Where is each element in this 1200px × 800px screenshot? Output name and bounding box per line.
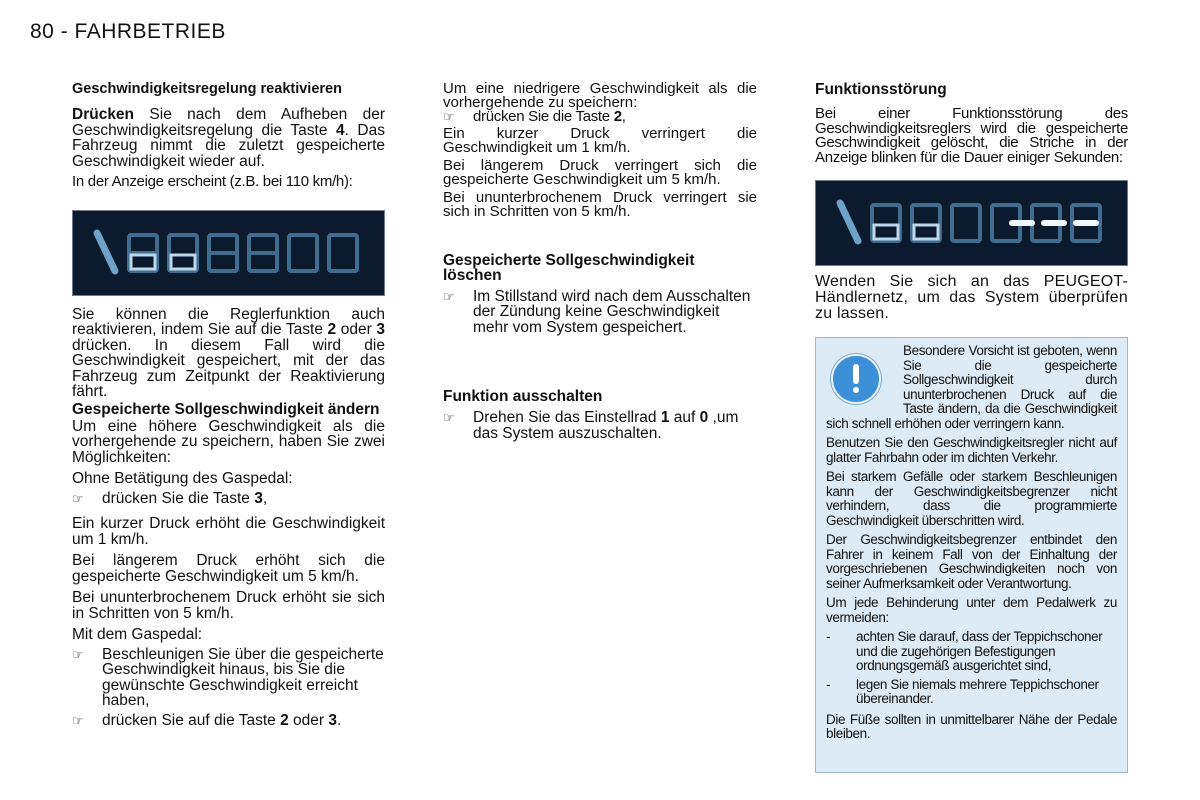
note-p5: Um jede Behinderung unter dem Pedalwerk zu vermeiden:	[826, 595, 1117, 625]
column-left	[72, 82, 385, 728]
hand-pointer-icon: ☞	[443, 288, 455, 304]
display-intro: In der Anzeige erscheint (z.B. bei 110 km/h):	[72, 173, 353, 190]
bullet-press-key-a: 2	[280, 711, 289, 729]
bullet-accelerate	[72, 647, 385, 709]
note-dash-item-2	[826, 678, 1117, 707]
change-intro: Um eine höhere Geschwindigkeit als die vorhergehende zu speichern, haben Sie zwei Möglichkeiten:	[72, 417, 385, 466]
hand-pointer-icon: ☞	[443, 410, 455, 425]
reactivate-key-b: 3	[376, 321, 385, 338]
dash-marker: -	[826, 676, 831, 692]
note-dash-item-1	[826, 630, 1117, 674]
bullet-press3-key: 3	[254, 489, 263, 507]
bullet-press3-text: drücken Sie die Taste	[102, 489, 255, 507]
bullet-off-key-b: 0	[699, 409, 709, 426]
bullet-press-end: .	[336, 711, 342, 729]
with-pedal-label: Mit dem Gaspedal:	[72, 626, 203, 643]
short-press-increase: Ein kurzer Druck erhöht die Geschwindigkeit um 1 km/h.	[72, 515, 385, 548]
note-p3: Bei starkem Gefälle oder starkem Beschleunigen kann der Geschwindigkeitsbegrenzer nicht verhindern, dass die programmierte Geschwindigkeit überschritten wird.	[826, 469, 1117, 528]
bullet-off-key-a: 1	[660, 409, 670, 426]
hand-pointer-icon: ☞	[443, 109, 455, 124]
bullet-off	[443, 410, 757, 441]
heading-change: Gespeicherte Sollgeschwindigkeit ändern	[72, 400, 380, 418]
heading-off: Funktion ausschalten	[443, 388, 603, 405]
page-title: 80 - FAHRBETRIEB	[30, 20, 226, 43]
reactivate-key-a: 2	[327, 321, 337, 338]
bullet-press2-text: drücken Sie die Taste	[473, 108, 614, 125]
press-text-a: Sie nach dem Aufheben der Geschwindigkeitsregelung die Taste	[72, 106, 385, 139]
hand-pointer-icon: ☞	[72, 646, 84, 662]
bullet-press-text: drücken Sie auf die Taste	[102, 711, 281, 729]
reactivate-text-b: oder	[336, 321, 377, 338]
heading-reactivate: Geschwindigkeitsregelung reaktivieren	[72, 81, 342, 97]
continuous-press-increase: Bei ununterbrochenem Druck erhöht sie sich in Schritten von 5 km/h.	[72, 589, 385, 622]
lcd-display-110	[72, 210, 385, 296]
lower-intro: Um eine niedrigere Geschwindigkeit als die vorhergehende zu speichern:	[443, 80, 757, 111]
bullet-press-2	[443, 110, 757, 125]
press-bold: Drücken	[72, 106, 135, 123]
column-right	[815, 82, 1128, 322]
note-p4: Der Geschwindigkeitsbegrenzer entbindet den Fahrer in keinem Fall von der Einhaltung der vorgeschriebenen Geschwindigkeiten noch von seiner Aufmerksamkeit oder Verantwortung.	[826, 532, 1117, 591]
long-press-decrease: Bei längerem Druck verringert sich die gespeicherte Geschwindigkeit um 5 km/h.	[443, 156, 757, 188]
bullet-off-text: Drehen Sie das Einstellrad	[473, 409, 661, 426]
bullet-press-2-or-3	[72, 713, 385, 729]
bullet-press3-end: ,	[262, 489, 268, 507]
note-p1: Besondere Vorsicht ist geboten, wenn Sie die gespeicherte Sollgeschwindigkeit durch ununterbrochenen Druck auf die Taste ändern, da die Geschwindigkeit sich schnell erhöhen oder verringern kann.	[826, 343, 1117, 431]
bullet-press-mid: oder	[288, 711, 329, 729]
exclamation-icon	[831, 354, 881, 404]
bullet-press2-end: ,	[621, 108, 626, 125]
hand-pointer-icon: ☞	[72, 712, 84, 728]
reactivate-paragraph	[72, 307, 385, 400]
note-dash1-text: achten Sie darauf, dass der Teppichschoner und die zugehörigen Befestigungen ordnungsgemäß ausgerichtet sind,	[856, 629, 1103, 673]
caution-note-box	[815, 337, 1128, 773]
bullet-off-end: ,um das System auszuschalten.	[473, 409, 739, 442]
press-paragraph	[72, 107, 385, 169]
bullet-off-mid: auf	[669, 409, 700, 426]
fault-text: Bei einer Funktionsstörung des Geschwindigkeitsreglers wird die gespeicherte Geschwindigkeit gelöscht, die Striche in der Anzeige blinken für die Dauer einiger Sekunden:	[815, 105, 1128, 166]
column-middle	[443, 82, 757, 441]
bullet-delete-text: Im Stillstand wird nach dem Ausschalten der Zündung keine Geschwindigkeit mehr vom System gespeichert.	[473, 287, 751, 336]
heading-delete: Gespeicherte Sollgeschwindigkeit löschen	[443, 251, 695, 284]
fault-display-icon	[832, 193, 1112, 253]
press-text-b: . Das Fahrzeug nimmt die zuletzt gespeicherte Geschwindigkeit wieder auf.	[72, 121, 385, 170]
note-p6: Die Füße sollten in unmittelbarer Nähe der Pedale bleiben.	[826, 711, 1117, 741]
press-key: 4	[335, 121, 345, 139]
speedometer-display-icon	[89, 223, 369, 283]
bullet-press-3	[72, 491, 385, 507]
bullet-accelerate-text: Beschleunigen Sie über die gespeicherte Geschwindigkeit hinaus, bis Sie die gewünschte Geschwindigkeit erreicht haben,	[102, 645, 384, 709]
continuous-press-decrease: Bei ununterbrochenem Druck verringert sie sich in Schritten von 5 km/h.	[443, 188, 757, 220]
short-press-decrease: Ein kurzer Druck verringert die Geschwindigkeit um 1 km/h.	[443, 124, 757, 156]
bullet-press2-key: 2	[613, 108, 622, 125]
bullet-delete	[443, 289, 757, 336]
bullet-press-key-b: 3	[328, 711, 337, 729]
hand-pointer-icon: ☞	[72, 490, 84, 506]
lcd-display-fault	[815, 180, 1128, 266]
note-p2: Benutzen Sie den Geschwindigkeitsregler nicht auf glatter Fahrbahn oder im dichten Verkehr.	[826, 435, 1117, 465]
reactivate-text-a: Sie können die Reglerfunktion auch reaktivieren, indem Sie auf die Taste	[72, 305, 385, 338]
dealer-text: Wenden Sie sich an das PEUGEOT-Händlernetz, um das System überprüfen zu lassen.	[815, 273, 1128, 322]
long-press-increase: Bei längerem Druck erhöht sich die gespeicherte Geschwindigkeit um 5 km/h.	[72, 552, 385, 585]
note-dash2-text: legen Sie niemals mehrere Teppichschoner übereinander.	[856, 676, 1099, 706]
reactivate-text-c: drücken. In diesem Fall wird die Geschwindigkeit gespeichert, mit der das Fahrzeug zum Zeitpunkt der Reaktivierung fährt.	[72, 336, 385, 400]
heading-fault: Funktionsstörung	[815, 81, 947, 98]
no-pedal-label: Ohne Betätigung des Gaspedal:	[72, 470, 293, 487]
dash-marker: -	[826, 629, 831, 644]
